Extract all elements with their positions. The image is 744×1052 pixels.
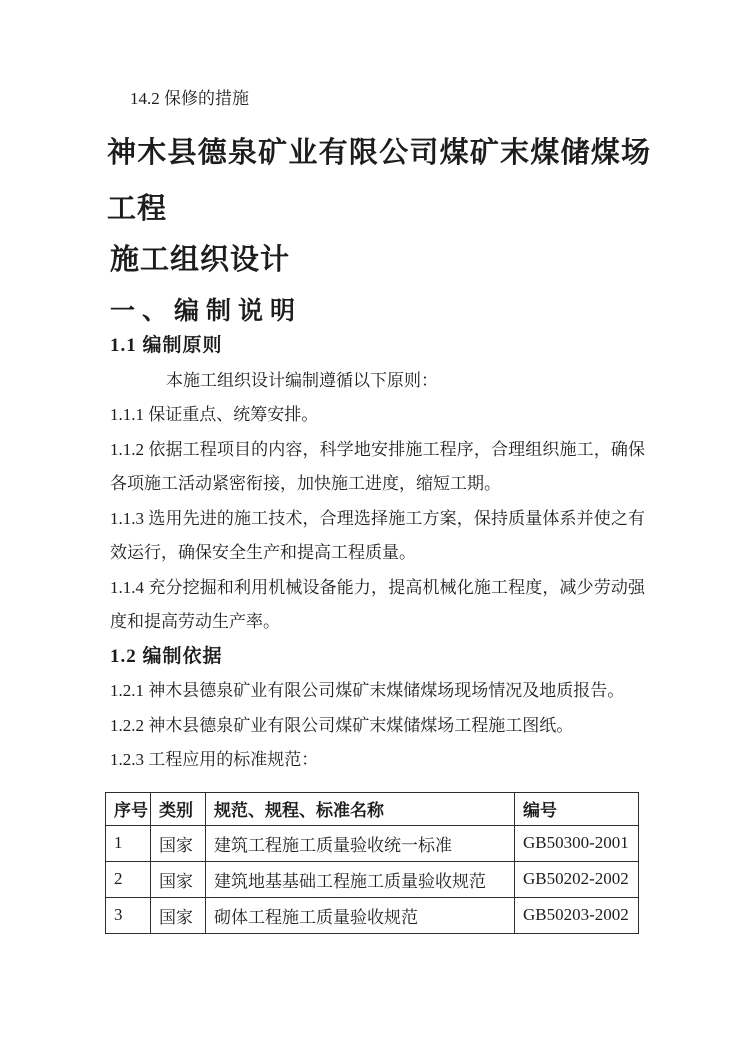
table-row bbox=[106, 825, 639, 861]
cell-type: 国家 bbox=[151, 897, 206, 933]
cell-name: 建筑工程施工质量验收统一标准 bbox=[206, 825, 515, 861]
table-header-name: 规范、规程、标准名称 bbox=[206, 792, 515, 825]
section-ref-text: 14.2 保修的措施 bbox=[130, 89, 249, 108]
table-header-code: 编号 bbox=[515, 792, 639, 825]
cell-type: 国家 bbox=[151, 861, 206, 897]
cell-code: GB50202-2002 bbox=[515, 861, 639, 897]
item-1-1-1: 1.1.1 保证重点、统筹安排。 bbox=[110, 405, 319, 424]
cell-code: GB50203-2002 bbox=[515, 897, 639, 933]
section-1-1-heading: 1.1 编制原则 bbox=[110, 335, 223, 356]
table-header-seq: 序号 bbox=[106, 792, 151, 825]
cell-type: 国家 bbox=[151, 825, 206, 861]
cell-seq: 2 bbox=[106, 861, 151, 897]
cell-name: 建筑地基基础工程施工质量验收规范 bbox=[206, 861, 515, 897]
cell-seq: 1 bbox=[106, 825, 151, 861]
table-header-type: 类别 bbox=[151, 792, 206, 825]
item-1-2-3: 1.2.3 工程应用的标准规范： bbox=[110, 750, 319, 769]
table-row bbox=[106, 897, 639, 933]
table-row bbox=[106, 861, 639, 897]
section-1-1-intro: 本施工组织设计编制遵循以下原则： bbox=[166, 370, 438, 390]
doc-subtitle: 施工组织设计 bbox=[110, 244, 291, 276]
item-1-1-4: 1.1.4 充分挖掘和利用机械设备能力，提高机械化施工程度，减少劳动强度和提高劳动生产率。 bbox=[110, 577, 645, 631]
cell-name: 砌体工程施工质量验收规范 bbox=[206, 897, 515, 933]
cell-code: GB50300-2001 bbox=[515, 825, 639, 861]
standards-table bbox=[105, 792, 639, 934]
item-1-2-1: 1.2.1 神木县德泉矿业有限公司煤矿末煤储煤场现场情况及地质报告。 bbox=[110, 681, 625, 700]
item-1-1-2: 1.1.2 依据工程项目的内容，科学地安排施工程序，合理组织施工，确保各项施工活动紧密衔接，加快施工进度，缩短工期。 bbox=[110, 439, 645, 493]
doc-title: 神木县德泉矿业有限公司煤矿末煤储煤场工程 bbox=[107, 137, 651, 225]
cell-seq: 3 bbox=[106, 897, 151, 933]
item-1-2-2: 1.2.2 神木县德泉矿业有限公司煤矿末煤储煤场工程施工图纸。 bbox=[110, 715, 574, 735]
item-1-1-3: 1.1.3 选用先进的施工技术，合理选择施工方案，保持质量体系并使之有效运行，确保安全生产和提高工程质量。 bbox=[110, 508, 645, 562]
table-header-row bbox=[106, 792, 639, 825]
section-1-2-heading: 1.2 编制依据 bbox=[110, 645, 223, 667]
chapter-heading: 一、编制说明 bbox=[110, 298, 303, 325]
